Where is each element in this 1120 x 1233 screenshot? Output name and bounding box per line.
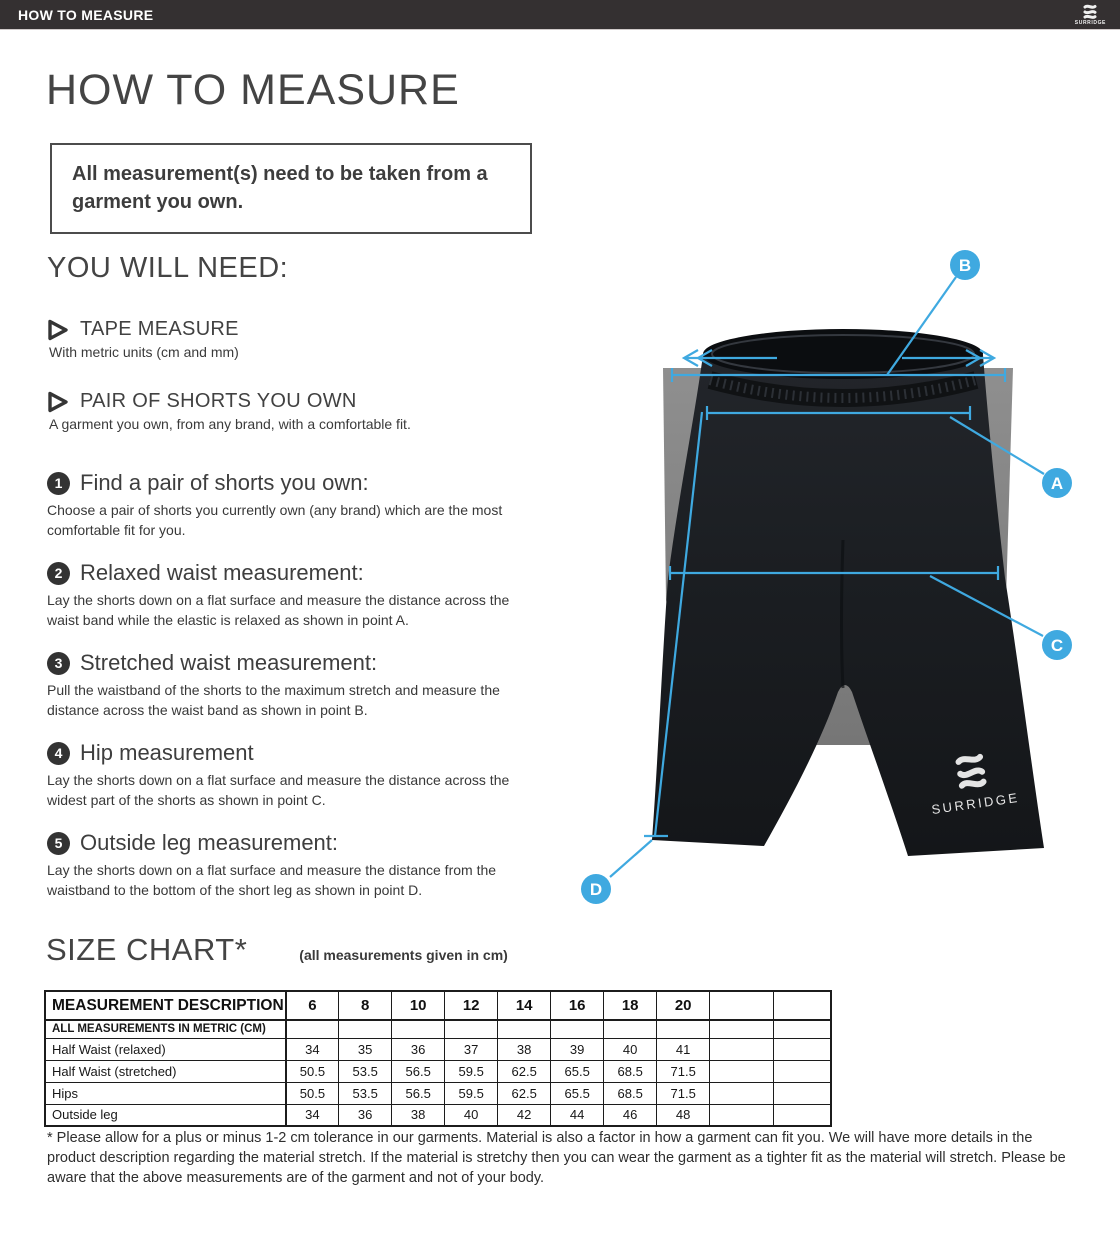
- need-item-title: TAPE MEASURE: [80, 318, 239, 340]
- surridge-brand-logo: [1075, 4, 1112, 26]
- step-title: Relaxed waist measurement:: [80, 560, 364, 585]
- size-chart-size-header-cell: 14: [498, 991, 551, 1020]
- topbar-title: HOW TO MEASURE: [18, 6, 154, 23]
- crotch-seam: [842, 540, 844, 688]
- size-chart-value-cell: 38: [498, 1038, 551, 1060]
- step-number-badge: 4: [47, 742, 70, 765]
- surridge-logo-icon: [1079, 4, 1101, 20]
- size-chart-desc-header-cell: MEASUREMENT DESCRIPTION: [45, 991, 286, 1020]
- need-item-title: PAIR OF SHORTS YOU OWN: [80, 390, 357, 412]
- need-item-subtitle: With metric units (cm and mm): [49, 344, 239, 360]
- badge-a: [1042, 468, 1072, 498]
- size-chart-row-label: Outside leg: [45, 1104, 286, 1126]
- waistband-opening: [703, 329, 983, 379]
- step-body: Lay the shorts down on a flat surface and measure the distance from the waistband to the bottom of the short leg as shown in point D.: [47, 862, 497, 898]
- step-title: Find a pair of shorts you own:: [80, 470, 369, 495]
- step-5: [47, 830, 522, 901]
- size-chart-value-cell: 56.5: [392, 1060, 445, 1082]
- step-number-badge: 3: [47, 652, 70, 675]
- size-chart-data-row: [45, 1082, 831, 1104]
- size-chart-value-cell: [774, 1060, 831, 1082]
- surridge-logo-text: SURRIDGE: [1074, 19, 1106, 26]
- size-chart-value-cell: 62.5: [498, 1082, 551, 1104]
- step-body: Pull the waistband of the shorts to the maximum stretch and measure the distance across the waist band as shown in point B.: [47, 682, 500, 718]
- size-chart-value-cell: 46: [604, 1104, 657, 1126]
- tolerance-footnote: * Please allow for a plus or minus 1-2 cm tolerance in our garments. Material is also a factor in how a garment can fit you. We will have more details in the product description regarding the material stretch. If the material is stretchy then you can wear the garment as a tighter fit as the material will stretch. Please be aware that the above measurements are of the garment and not of your body.: [47, 1130, 1066, 1186]
- size-chart-value-cell: 42: [498, 1104, 551, 1126]
- step-title: Outside leg measurement:: [80, 830, 339, 855]
- size-chart-value-cell: 37: [445, 1038, 498, 1060]
- need-item-subtitle: A garment you own, from any brand, with a comfortable fit.: [49, 416, 411, 432]
- need-item-tape-measure: [47, 318, 527, 360]
- size-chart-size-header-cell: [710, 991, 774, 1020]
- size-chart-value-cell: [774, 1082, 831, 1104]
- size-chart-cell: [392, 1020, 445, 1038]
- size-chart-body: [45, 1020, 831, 1126]
- step-1: [47, 470, 522, 541]
- size-chart-header-row: [45, 991, 831, 1020]
- garment-logo-text: SURRIDGE: [930, 789, 1021, 818]
- size-chart-size-header-cell: [774, 991, 831, 1020]
- size-chart-size-header-cell: 20: [657, 991, 710, 1020]
- size-chart-value-cell: 50.5: [286, 1082, 339, 1104]
- size-chart-value-cell: 35: [339, 1038, 392, 1060]
- size-chart-value-cell: [710, 1060, 774, 1082]
- size-chart-value-cell: [710, 1038, 774, 1060]
- play-triangle-icon: [47, 391, 69, 413]
- badge-d: [581, 874, 611, 904]
- size-chart-value-cell: 53.5: [339, 1060, 392, 1082]
- size-chart-row-label: Hips: [45, 1082, 286, 1104]
- step-title: Stretched waist measurement:: [80, 650, 378, 675]
- svg-text:D: D: [589, 880, 603, 899]
- size-chart-value-cell: 50.5: [286, 1060, 339, 1082]
- size-chart-value-cell: 44: [551, 1104, 604, 1126]
- size-chart-table: [44, 990, 832, 1127]
- notice-box: All measurement(s) need to be taken from a garment you own.: [50, 143, 532, 234]
- size-chart-cell: [657, 1020, 710, 1038]
- size-chart-value-cell: 34: [286, 1038, 339, 1060]
- size-chart-size-header-cell: 10: [392, 991, 445, 1020]
- size-chart-value-cell: 39: [551, 1038, 604, 1060]
- size-chart-cell: [286, 1020, 339, 1038]
- play-triangle-icon: [47, 319, 69, 341]
- shorts-photo: [652, 342, 1044, 857]
- size-chart-value-cell: [774, 1104, 831, 1126]
- size-chart-value-cell: 38: [392, 1104, 445, 1126]
- size-chart-value-cell: 36: [392, 1038, 445, 1060]
- size-chart-value-cell: 62.5: [498, 1060, 551, 1082]
- size-chart-value-cell: 36: [339, 1104, 392, 1126]
- size-chart-value-cell: 48: [657, 1104, 710, 1126]
- size-chart-cell: [551, 1020, 604, 1038]
- step-4: [47, 740, 522, 811]
- size-chart-value-cell: 65.5: [551, 1082, 604, 1104]
- you-will-need-heading: YOU WILL NEED:: [47, 252, 289, 284]
- size-chart-value-cell: 34: [286, 1104, 339, 1126]
- shorts-measurement-diagram: [552, 240, 1112, 940]
- leader-line-d: [610, 840, 652, 877]
- svg-text:A: A: [1050, 474, 1064, 493]
- size-chart-value-cell: 71.5: [657, 1060, 710, 1082]
- step-number-badge: 1: [47, 472, 70, 495]
- size-chart-cell: [710, 1020, 774, 1038]
- size-chart-cell: [445, 1020, 498, 1038]
- size-chart-cell: ALL MEASUREMENTS IN METRIC (CM): [45, 1020, 286, 1038]
- size-chart-row-label: Half Waist (stretched): [45, 1060, 286, 1082]
- size-chart-value-cell: 40: [604, 1038, 657, 1060]
- size-chart-subtitle: (all measurements given in cm): [299, 947, 508, 963]
- topbar: [0, 0, 1120, 30]
- size-chart-row-label: Half Waist (relaxed): [45, 1038, 286, 1060]
- size-chart-value-cell: 59.5: [445, 1060, 498, 1082]
- step-3: [47, 650, 522, 721]
- size-chart-size-header-cell: 18: [604, 991, 657, 1020]
- step-body: Lay the shorts down on a flat surface and measure the distance across the widest part of the shorts as shown in point C.: [47, 772, 510, 808]
- size-chart-size-header-cell: 8: [339, 991, 392, 1020]
- size-chart-cell: [498, 1020, 551, 1038]
- size-chart-value-cell: 40: [445, 1104, 498, 1126]
- step-title: Hip measurement: [80, 740, 254, 765]
- size-chart-value-cell: 56.5: [392, 1082, 445, 1104]
- size-chart-value-cell: 59.5: [445, 1082, 498, 1104]
- size-chart-value-cell: 68.5: [604, 1060, 657, 1082]
- size-chart-cell: [604, 1020, 657, 1038]
- size-chart-value-cell: 41: [657, 1038, 710, 1060]
- size-chart-value-cell: [774, 1038, 831, 1060]
- size-chart-title: SIZE CHART*: [46, 932, 248, 967]
- size-chart-value-cell: [710, 1082, 774, 1104]
- badge-b: [950, 250, 980, 280]
- size-chart-data-row: [45, 1038, 831, 1060]
- size-chart-size-header-cell: 16: [551, 991, 604, 1020]
- size-chart-data-row: [45, 1060, 831, 1082]
- size-chart-size-header-cell: 12: [445, 991, 498, 1020]
- size-chart-value-cell: 53.5: [339, 1082, 392, 1104]
- size-chart-cell: [774, 1020, 831, 1038]
- page-title: HOW TO MEASURE: [46, 66, 460, 114]
- step-number-badge: 2: [47, 562, 70, 585]
- size-chart-cell: [339, 1020, 392, 1038]
- size-chart-value-cell: 68.5: [604, 1082, 657, 1104]
- svg-text:C: C: [1050, 636, 1064, 655]
- step-body: Choose a pair of shorts you currently own (any brand) which are the most comfortable fit for you.: [47, 502, 503, 538]
- need-item-shorts: [47, 390, 527, 432]
- svg-text:B: B: [958, 256, 972, 275]
- size-chart-value-cell: 71.5: [657, 1082, 710, 1104]
- badge-c: [1042, 630, 1072, 660]
- size-chart-note-row: [45, 1020, 831, 1038]
- step-2: [47, 560, 522, 631]
- size-chart-value-cell: [710, 1104, 774, 1126]
- step-number-badge: 5: [47, 832, 70, 855]
- size-chart-data-row: [45, 1104, 831, 1126]
- size-chart-value-cell: 65.5: [551, 1060, 604, 1082]
- step-body: Lay the shorts down on a flat surface and measure the distance across the waist band while the elastic is relaxed as shown in point A.: [47, 592, 510, 628]
- size-chart-header: [46, 932, 508, 968]
- size-chart-size-header-cell: 6: [286, 991, 339, 1020]
